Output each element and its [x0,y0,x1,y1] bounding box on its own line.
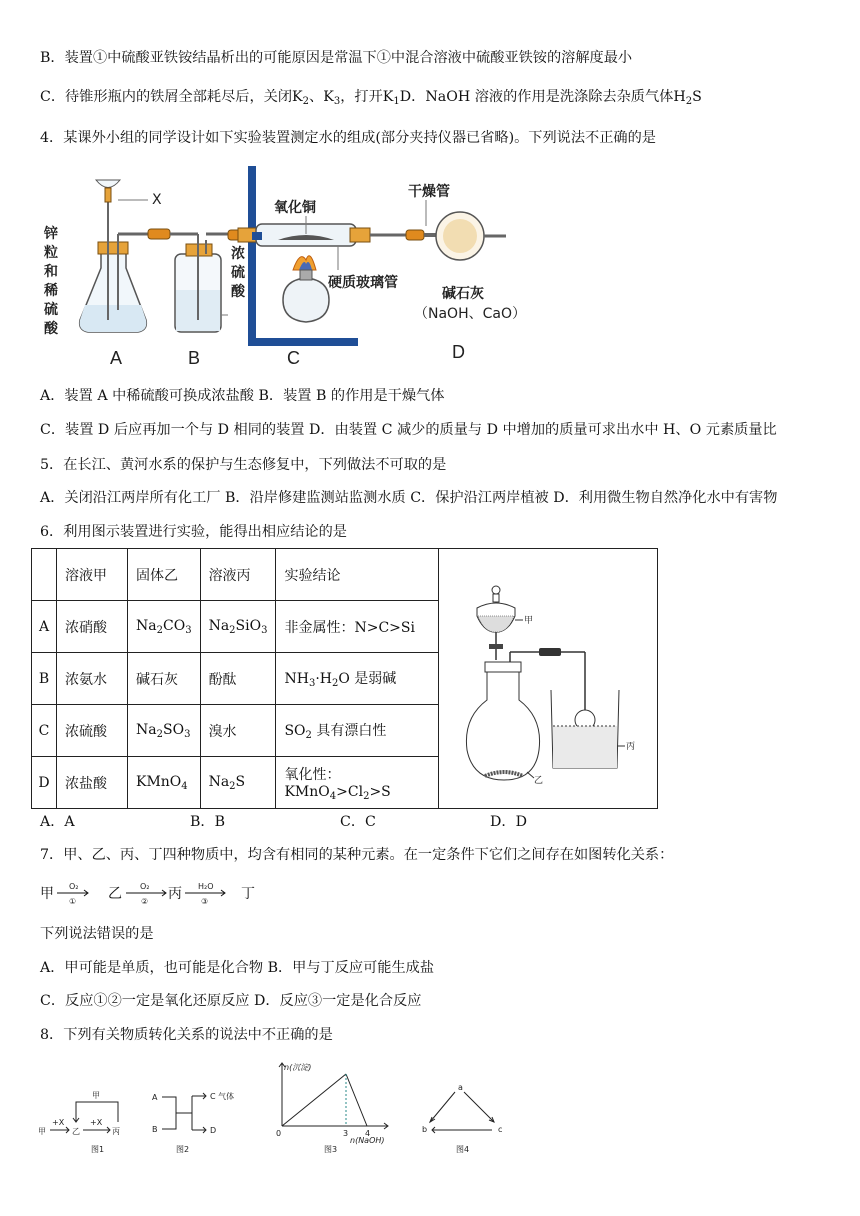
q4-stem: 4．某课外小组的同学设计如下实验装置测定水的组成(部分夹持仪器已省略)。下列说法不正确的是 [40,130,656,146]
f2: 2 [156,624,163,636]
cell-conclusion [276,757,439,809]
fig4-a: a [458,1083,463,1092]
q8-figures [36,1056,556,1160]
f1: Na [136,721,157,738]
f4: 3 [261,624,268,636]
fig1-left: 甲 [38,1127,46,1136]
fig4 [422,1083,502,1154]
f1: KMnO [136,773,182,790]
q6-option-b: B．B [190,814,226,830]
q7-options-ab: A．甲可能是单质，也可能是化合物 B．甲与丁反应可能生成盐 [40,960,435,976]
fig2-c: C 气体 [210,1092,235,1101]
f3: >Cl [336,783,364,800]
cell-bing: 溴水 [200,705,276,757]
q4-apparatus-figure [38,160,528,372]
cell-jia: 浓硝酸 [57,601,128,653]
label-yi: 乙 [534,775,544,786]
header-cell: 溶液丙 [200,549,276,601]
f2: 4 [329,790,337,802]
q6-option-a: A．A [40,814,75,830]
header-cell: 溶液甲 [57,549,128,601]
h2s-sub: 2 [685,96,693,107]
label-jia: 甲 [524,615,534,626]
f5: O 是弱碱 [338,671,397,687]
q4-options-cd: C．装置 D 后应再加一个与 D 相同的装置 D．由装置 C 减少的质量与 D 中增加的质量可求出水中 H、O 元素质量比 [40,422,777,438]
fig2-a: A [152,1093,158,1102]
letter-b: B [188,348,201,368]
q6-table [31,548,658,809]
zinc-4: 稀 [44,283,58,299]
fig3-t4: 4 [365,1129,371,1138]
q3-option-cd [40,87,702,112]
q3-option-b: B．装置①中硫酸亚铁铵结晶析出的可能原因是常温下①中混合溶液中硫酸亚铁铵的溶解度最小 [40,50,633,66]
zinc-6: 酸 [44,321,58,337]
sep: 、 [309,89,324,105]
fig2 [152,1091,234,1154]
fig1 [38,1091,120,1154]
k3-sub: 3 [333,96,341,107]
f3: ·H [315,671,332,687]
f4: 2 [363,790,370,802]
label-lime: 碱石灰 [442,286,484,302]
fig4-c: c [498,1125,503,1134]
letter-d: D [452,342,465,362]
f5: >S [369,783,391,800]
fig2-d: D [210,1126,217,1135]
q7-scheme [40,878,280,910]
fig1-right: 丙 [112,1127,120,1136]
cell-yi: 碱石灰 [128,653,201,705]
cell-conclusion: 非金属性：N>C>Si [276,601,439,653]
f1: SO [284,723,306,739]
q5-options: A．关闭沿江两岸所有化工厂 B．沿岸修建监测站监测水质 C．保护沿江两岸植被 D．利用微生物自然净化水中有害物 [40,490,778,506]
fig3-ylab: n(沉淀) [284,1063,312,1072]
fig4-b: b [422,1125,428,1134]
q7-question: 下列说法错误的是 [40,926,154,942]
conc-2: 硫 [231,265,245,281]
fig3-t0: 0 [276,1129,282,1138]
fig1-caption: 图1 [91,1145,105,1154]
f2: 2 [229,624,236,636]
label-tube: 硬质玻璃管 [328,275,398,291]
f3: SiO [235,617,262,634]
f1: Na [136,617,157,634]
q7-yi: 乙 [108,886,122,902]
q6-option-d: D．D [490,814,527,830]
fig3 [276,1063,388,1154]
cell-jia: 浓盐酸 [57,757,128,809]
q3c-text: C．待锥形瓶内的铁屑全部耗尽后，关闭 [40,89,293,105]
conc-3: 酸 [231,284,245,300]
fig3-t3: 3 [343,1129,349,1138]
cell-bing: 酚酞 [200,653,276,705]
h2s-h: H [673,89,686,105]
f2: 2 [305,730,312,741]
fig1-x1: +X [52,1118,65,1127]
q7-options-cd: C．反应①②一定是氧化还原反应 D．反应③一定是化合反应 [40,993,422,1009]
header-cell [32,549,57,601]
q5-stem: 5．在长江、黄河水系的保护与生态修复中，下列做法不可取的是 [40,457,447,473]
cell-conclusion [276,653,439,705]
k2-sub: 2 [302,96,310,107]
k1: K [382,89,394,105]
q6-apparatus-figure [439,550,657,804]
f2: 2 [156,728,163,740]
fig1-x2: +X [90,1118,103,1127]
cell-jia: 浓硫酸 [57,705,128,757]
k3: K [323,89,334,105]
f3: 具有漂白性 [311,723,387,739]
f1: 氧化性：KMnO [284,766,341,800]
f4: 3 [184,728,191,740]
r2-bot: ② [141,897,149,906]
fig2-b: B [152,1125,158,1134]
header-cell: 固体乙 [128,549,201,601]
q6-stem: 6．利用图示装置进行实验，能得出相应结论的是 [40,524,347,540]
q7-stem: 7．甲、乙、丙、丁四种物质中，均含有相同的某种元素。在一定条件下它们之间存在如图转化关系： [40,847,674,863]
f3: CO [162,617,186,634]
q6-option-c: C．C [340,814,376,830]
fig1-top: 甲 [92,1091,100,1100]
cell-jia: 浓氨水 [57,653,128,705]
label-cuo: 氧化铜 [274,200,316,216]
fig2-caption: 图2 [176,1145,190,1154]
cell-bing [200,601,276,653]
cell-yi [128,705,201,757]
row-key: D [32,757,57,809]
label-dry: 干燥管 [408,184,450,200]
r2-top: O₂ [140,882,150,891]
f2: 4 [181,780,188,792]
f3: S [235,773,246,790]
cell-yi [128,601,201,653]
h2s-s: S [692,89,702,105]
table-row [32,549,658,601]
f4: 2 [331,678,339,689]
q3c-text-b: ，打开 [340,89,383,105]
q6-apparatus-cell [439,549,658,809]
q8-stem: 8．下列有关物质转化关系的说法中不正确的是 [40,1027,333,1043]
row-key: B [32,653,57,705]
k1-sub: 1 [393,96,400,107]
letter-a: A [110,348,123,368]
k2: K [292,89,303,105]
q7-jia: 甲 [40,886,54,902]
q3d-text: D．NaOH 溶液的作用是洗涤除去杂质气体 [399,89,674,105]
r1-bot: ① [69,897,77,906]
f1: Na [208,617,230,634]
r1-top: O₂ [69,882,79,891]
q4-options-ab: A．装置 A 中稀硫酸可换成浓盐酸 B．装置 B 的作用是干燥气体 [40,388,445,404]
letter-c: C [287,348,300,368]
fig4-caption: 图4 [456,1145,470,1154]
conc-1: 浓 [231,246,245,262]
cell-bing [200,757,276,809]
q7-bing: 丙 [168,886,182,902]
f4: 3 [185,624,192,636]
label-lime2: （NaOH、CaO） [414,306,526,322]
r3-top: H₂O [198,882,214,891]
row-key: A [32,601,57,653]
zinc-2: 粒 [44,245,58,261]
zinc-1: 锌 [44,226,58,242]
cell-conclusion [276,705,439,757]
zinc-5: 硫 [44,302,58,318]
fig3-xlab: n(NaOH) [350,1136,385,1145]
f2: 3 [308,678,316,689]
label-x: X [152,192,162,208]
label-bing: 丙 [626,741,636,752]
f1: Na [208,773,230,790]
row-key: C [32,705,57,757]
cell-yi [128,757,201,809]
zinc-3: 和 [44,264,58,280]
f1: NH [284,671,309,687]
r3-bot: ③ [201,897,209,906]
f3: SO [162,721,185,738]
fig3-caption: 图3 [324,1145,338,1154]
fig1-mid: 乙 [72,1127,80,1136]
q7-ding: 丁 [241,886,255,902]
f2: 2 [229,780,236,792]
header-cell: 实验结论 [276,549,439,601]
